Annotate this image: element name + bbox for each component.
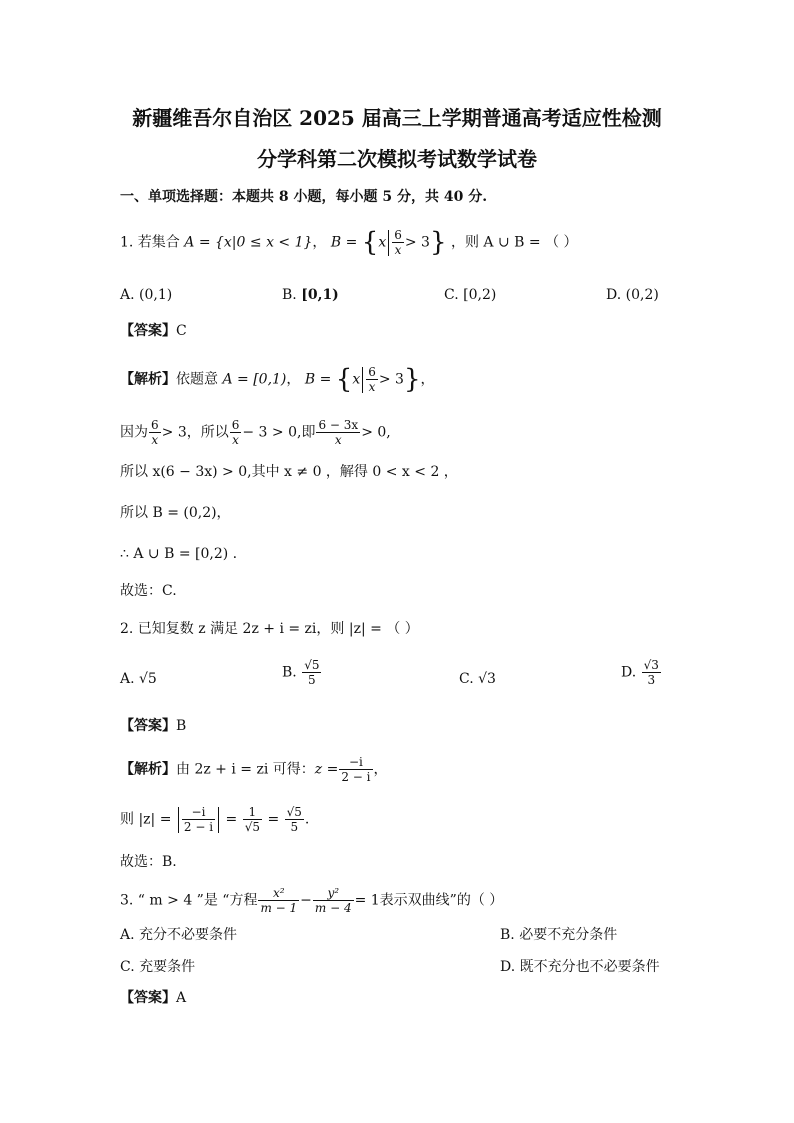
q1-set-b-prefix: B = xyxy=(330,234,358,251)
q1-option-b: B. [0,1) xyxy=(282,287,339,303)
q1-analysis-line-1: 【解析】依题意 A = [0,1)， B = {x $\frac{6}{x}$ > 3}， xyxy=(120,364,435,395)
q3-option-a: A. 充分不必要条件 xyxy=(120,927,238,943)
title-line-2: 分学科第二次模拟考试数学试卷 xyxy=(257,147,537,171)
q3-option-d: D. 既不充分也不必要条件 xyxy=(500,959,660,975)
q2-option-a: A. √5 xyxy=(120,671,157,687)
q2-option-d: D. $\frac{√3}{3}$ xyxy=(621,658,659,687)
q1-analysis-line-4: 所以 B = (0,2)， xyxy=(120,505,231,521)
q1-set-a: A = {x|0 ≤ x < 1} xyxy=(184,234,313,251)
section-heading: 一、单项选择题：本题共 8 小题，每小题 5 分，共 40 分. xyxy=(120,189,488,205)
q1-analysis-line-3: 所以 x(6 − 3x) > 0,其中 x ≠ 0 ，解得 0 < x < 2 ， xyxy=(120,464,458,480)
question-1-stem: 1. 若集合 A = {x|0 ≤ x < 1}， B = {x $\frac{6}{x}$ > 3} ，则 A ∪ B = （ ） xyxy=(120,227,578,258)
q2-analysis-line-1: 【解析】由 2z + i = zi 可得：z = $\frac{-i}{2 - i}$ ， xyxy=(120,755,388,784)
q3-option-c: C. 充要条件 xyxy=(120,959,196,975)
title-line-1: 新疆维吾尔自治区 2025 届高三上学期普通高考适应性检测 xyxy=(132,106,662,130)
q1-option-d: D. (0,2) xyxy=(606,287,659,303)
q2-analysis-line-2: 则 |z| = $\frac{-i}{2 - i}$ = $\frac{1}{√5}$ = $\frac{√5}{5}$ . xyxy=(120,805,310,834)
q1-gt: > 3 xyxy=(404,234,430,251)
q1-lead: 1. 若集合 xyxy=(120,234,180,251)
q1-tail: ，则 A ∪ B = （ ） xyxy=(450,234,578,251)
q1-fraction: $\frac{6}{x}$ xyxy=(394,228,402,257)
q1-set-b-x: x xyxy=(378,234,387,251)
q2-option-c: C. √3 xyxy=(459,671,496,687)
q2-option-b: B. $\frac{√5}{5}$ xyxy=(282,658,320,687)
q2-choose: 故选：B. xyxy=(120,854,177,870)
q1-comma: ， xyxy=(312,234,327,251)
q1-answer: 【答案】C xyxy=(120,323,187,339)
q1-analysis-line-2: 因为 $\frac{6}{x}$ > 3，所以 $\frac{6}{x}$ − 3 > 0,即 $\frac{6 - 3x}{x}$ > 0, xyxy=(120,418,391,447)
q1-analysis-line-5: ∴ A ∪ B = [0,2) . xyxy=(120,546,238,562)
question-3-stem: 3. “ m > 4 ”是 “方程 $\frac{\text{x²}}{m - 1}$ − $\frac{\text{y²}}{m - 4}$ = 1表示双曲线”的（ ） xyxy=(120,886,504,915)
q3-answer: 【答案】A xyxy=(120,990,187,1006)
q1-choose: 故选：C. xyxy=(120,583,177,599)
q2-answer: 【答案】B xyxy=(120,718,187,734)
question-2-stem: 2. 已知复数 z 满足 2z + i = zi，则 |z| = （ ） xyxy=(120,621,419,637)
q3-option-b: B. 必要不充分条件 xyxy=(500,927,618,943)
q1-option-a: A. (0,1) xyxy=(120,287,173,303)
q1-option-c: C. [0,2) xyxy=(444,287,497,303)
